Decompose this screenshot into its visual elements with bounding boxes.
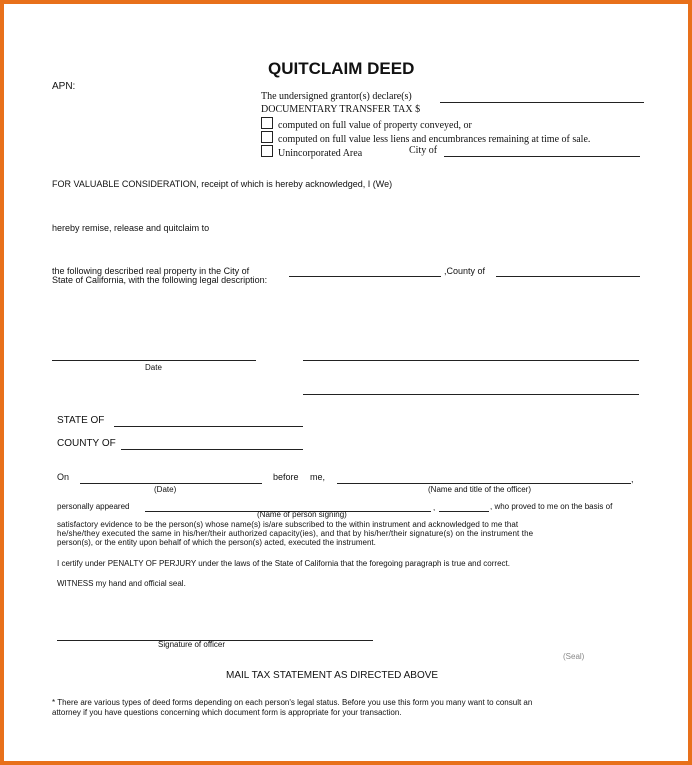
- person-signing-caption: (Name of person signing): [257, 510, 347, 519]
- apn-label: APN:: [52, 81, 76, 92]
- unincorporated-checkbox[interactable]: [261, 145, 273, 157]
- on-label: On: [57, 472, 70, 482]
- seal-label: (Seal): [563, 652, 585, 661]
- option-less-liens: [261, 131, 590, 145]
- grantor-declare-label: The undersigned grantor(s) declare(s): [261, 91, 412, 102]
- date-caption: Date: [145, 363, 162, 372]
- before-label: before: [273, 472, 299, 482]
- proved-text: , who proved to me on the basis of: [490, 502, 613, 511]
- city-of-label: City of: [409, 145, 438, 156]
- legal-description-text: State of California, with the following legal description:: [52, 275, 268, 285]
- grantor-declare-field[interactable]: [440, 102, 644, 103]
- state-of-field[interactable]: [114, 426, 303, 427]
- proved-label: who proved to me on the basis of: [494, 502, 613, 511]
- county-of-field[interactable]: [121, 449, 303, 450]
- grantor-signature-field-2[interactable]: [303, 394, 639, 395]
- evidence-text-1: satisfactory evidence to be the person(s) whose name(s) is/are subscribed to the within instrument and acknowledged to me that: [57, 520, 519, 529]
- county-of-label: COUNTY OF: [57, 438, 116, 449]
- consideration-text: FOR VALUABLE CONSIDERATION, receipt of which is hereby acknowledged, I (We): [52, 179, 393, 189]
- officer-field-end: ,: [631, 474, 634, 484]
- transfer-tax-label: DOCUMENTARY TRANSFER TAX $: [261, 104, 421, 115]
- county-of-inline: ,County of: [444, 266, 486, 276]
- state-of-label: STATE OF: [57, 415, 105, 426]
- remise-text: hereby remise, release and quitclaim to: [52, 223, 210, 233]
- date-caption-notary: (Date): [154, 485, 177, 494]
- footnote-line-2: attorney if you have questions concerning which document form is appropriate for your transaction.: [52, 708, 402, 717]
- perjury-text: I certify under PENALTY OF PERJURY under the laws of the State of California that the foregoing paragraph is true and correct.: [57, 559, 510, 568]
- footnote-line-1: * There are various types of deed forms depending on each person's legal status. Before you use this form you many want to consult an: [52, 698, 533, 707]
- less-liens-label: computed on full value less liens and encumbrances remaining at time of sale.: [278, 134, 591, 145]
- document-page: [4, 4, 688, 761]
- me-label: me,: [310, 472, 326, 482]
- officer-caption: (Name and title of the officer): [428, 485, 532, 494]
- page-title: QUITCLAIM DEED: [268, 59, 415, 78]
- property-county-field[interactable]: [496, 276, 640, 277]
- unincorporated-label: Unincorporated Area: [278, 148, 363, 159]
- property-city-field[interactable]: [289, 276, 441, 277]
- evidence-text-3: person(s), or the entity upon behalf of which the person(s) acted, executed the instrument.: [57, 538, 376, 547]
- evidence-text-2: he/she/they executed the same in his/her/their authorized capacity(ies), and that by his/her/their signature(s) on the instrument the: [57, 529, 534, 538]
- witness-text: WITNESS my hand and official seal.: [57, 579, 186, 588]
- personally-appeared-label: personally appeared: [57, 502, 130, 511]
- city-of-field[interactable]: [444, 156, 640, 157]
- date-field[interactable]: [52, 360, 256, 361]
- property-city-text: the following described real property in the City of: [52, 266, 250, 276]
- full-value-checkbox[interactable]: [261, 117, 273, 129]
- full-value-label: computed on full value of property conveyed, or: [278, 120, 472, 131]
- mail-tax-statement: MAIL TAX STATEMENT AS DIRECTED ABOVE: [226, 670, 439, 681]
- person-signing-field-2[interactable]: [439, 511, 489, 512]
- separator-comma: ,: [433, 503, 436, 512]
- officer-name-field[interactable]: [337, 483, 631, 484]
- grantor-signature-field-1[interactable]: [303, 360, 639, 361]
- signature-of-officer-label: Signature of officer: [158, 640, 226, 649]
- less-liens-checkbox[interactable]: [261, 131, 273, 143]
- option-full-value: [261, 117, 472, 131]
- acknowledgment-date-field[interactable]: [80, 483, 262, 484]
- option-unincorporated: [261, 145, 362, 159]
